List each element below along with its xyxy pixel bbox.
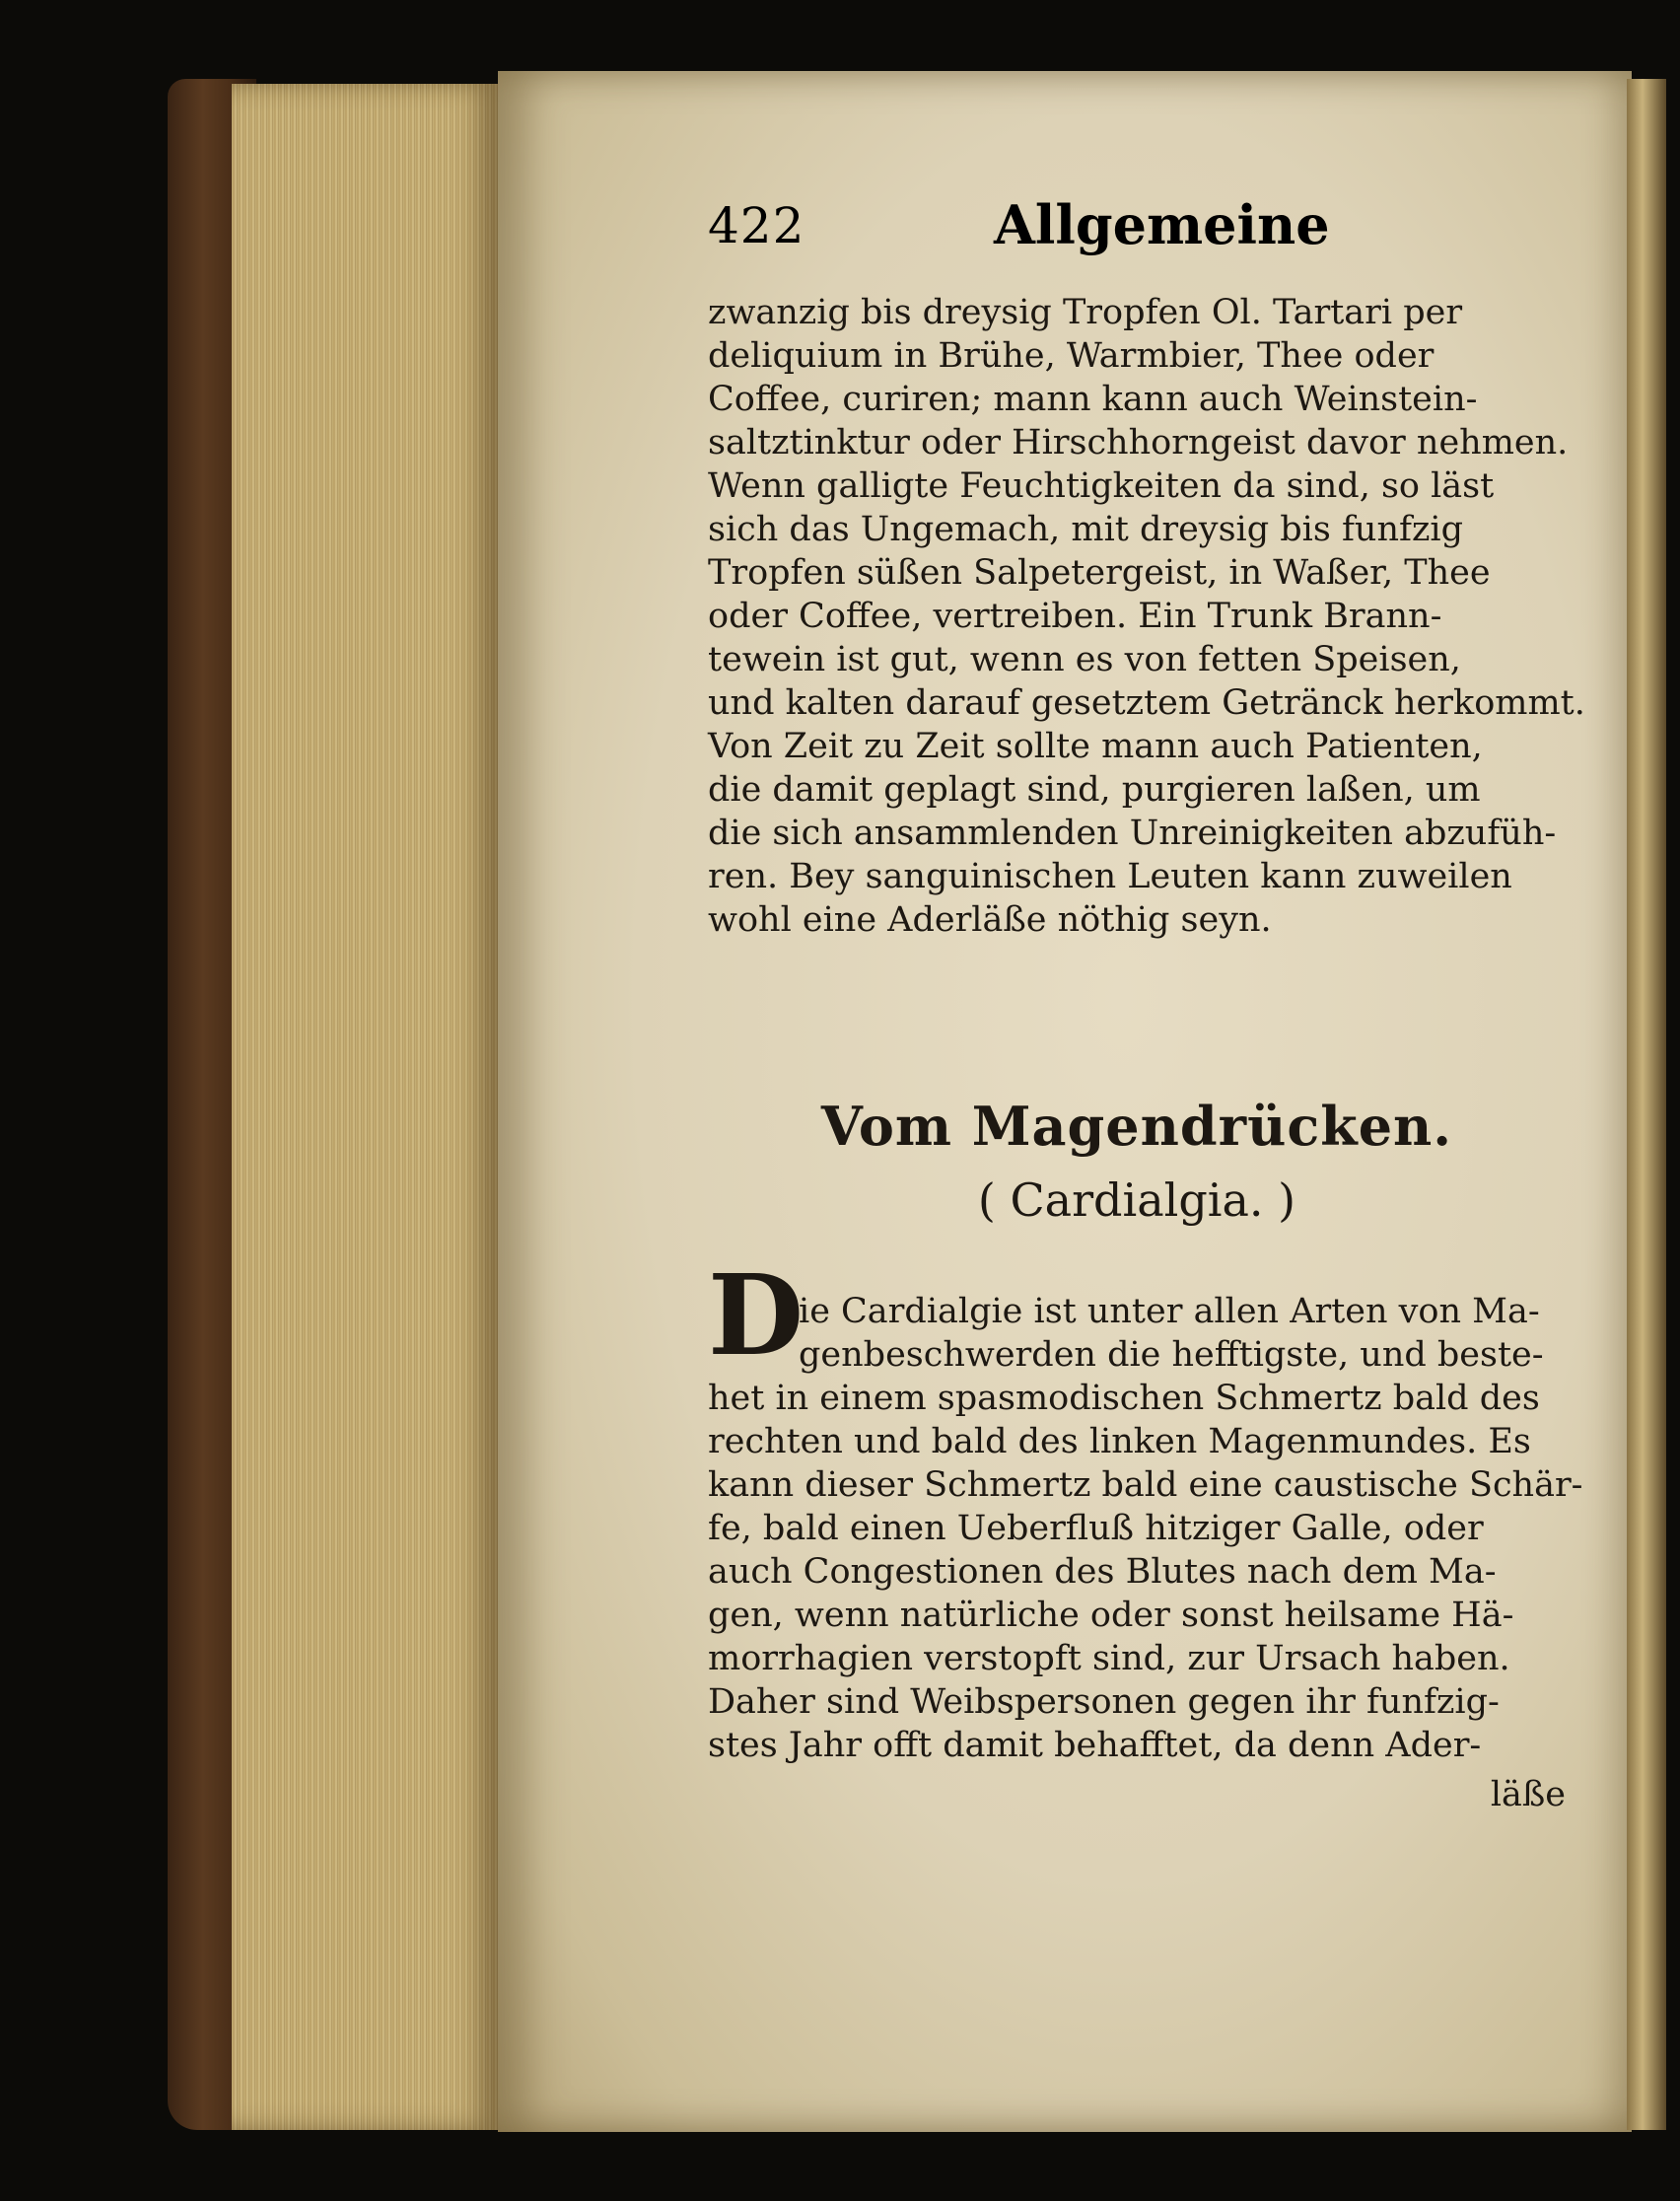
body-line: wohl eine Aderläße nöthig seyn.: [708, 900, 1272, 940]
body-line: ren. Bey sanguinischen Leuten kann zuweilen: [708, 857, 1512, 896]
body-line: die damit geplagt sind, purgieren laßen, um: [708, 770, 1481, 810]
section-line: rechten und bald des linken Magenmundes. Es: [708, 1422, 1531, 1461]
body-line: zwanzig bis dreysig Tropfen Ol. Tartari per: [708, 293, 1463, 332]
catchword: läße: [1490, 1775, 1566, 1814]
body-line: und kalten darauf gesetztem Getränck herkommt.: [708, 683, 1585, 723]
body-line: Wenn galligte Feuchtigkeiten da sind, so läst: [708, 466, 1495, 506]
body-line: Tropfen süßen Salpetergeist, in Waßer, Thee: [708, 553, 1491, 593]
section-line: het in einem spasmodischen Schmertz bald des: [708, 1379, 1540, 1418]
body-line: Coffee, curiren; mann kann auch Weinstein-: [708, 380, 1478, 419]
page-number: 422: [708, 197, 805, 254]
section-line: gen, wenn natürliche oder sonst heilsame Hä-: [708, 1596, 1514, 1635]
section-line: genbeschwerden die hefftigste, und beste-: [799, 1335, 1544, 1375]
facing-page-edge: [1627, 79, 1666, 2130]
page-stack: [232, 84, 498, 2130]
section-line: morrhagien verstopft sind, zur Ursach haben.: [708, 1639, 1510, 1678]
running-title: Allgemeine: [994, 193, 1330, 256]
section-line: fe, bald einen Ueberfluß hitziger Galle, oder: [708, 1509, 1484, 1548]
body-line: die sich ansammlenden Unreinigkeiten abzufüh-: [708, 814, 1557, 853]
body-line: Von Zeit zu Zeit sollte mann auch Patienten,: [708, 727, 1483, 766]
section-line: auch Congestionen des Blutes nach dem Ma-: [708, 1552, 1497, 1592]
drop-cap: D: [708, 1251, 805, 1381]
section-subheading: ( Cardialgia. ): [977, 1173, 1296, 1227]
body-line: tewein ist gut, wenn es von fetten Speisen,: [708, 640, 1461, 679]
body-line: oder Coffee, vertreiben. Ein Trunk Brann-: [708, 597, 1442, 636]
page-header: [708, 187, 1566, 266]
section-line: kann dieser Schmertz bald eine caustische Schär-: [708, 1465, 1583, 1505]
section-heading: Vom Magendrücken.: [820, 1095, 1453, 1158]
body-line: saltztinktur oder Hirschhorngeist davor nehmen.: [708, 423, 1569, 462]
body-line: sich das Ungemach, mit dreysig bis funfzig: [708, 510, 1463, 549]
section-line: stes Jahr offt damit behafftet, da denn Ader-: [708, 1726, 1482, 1765]
section-line: ie Cardialgie ist unter allen Arten von Ma-: [799, 1292, 1540, 1331]
body-line: deliquium in Brühe, Warmbier, Thee oder: [708, 336, 1435, 376]
section-line: Daher sind Weibspersonen gegen ihr funfzig-: [708, 1682, 1500, 1722]
